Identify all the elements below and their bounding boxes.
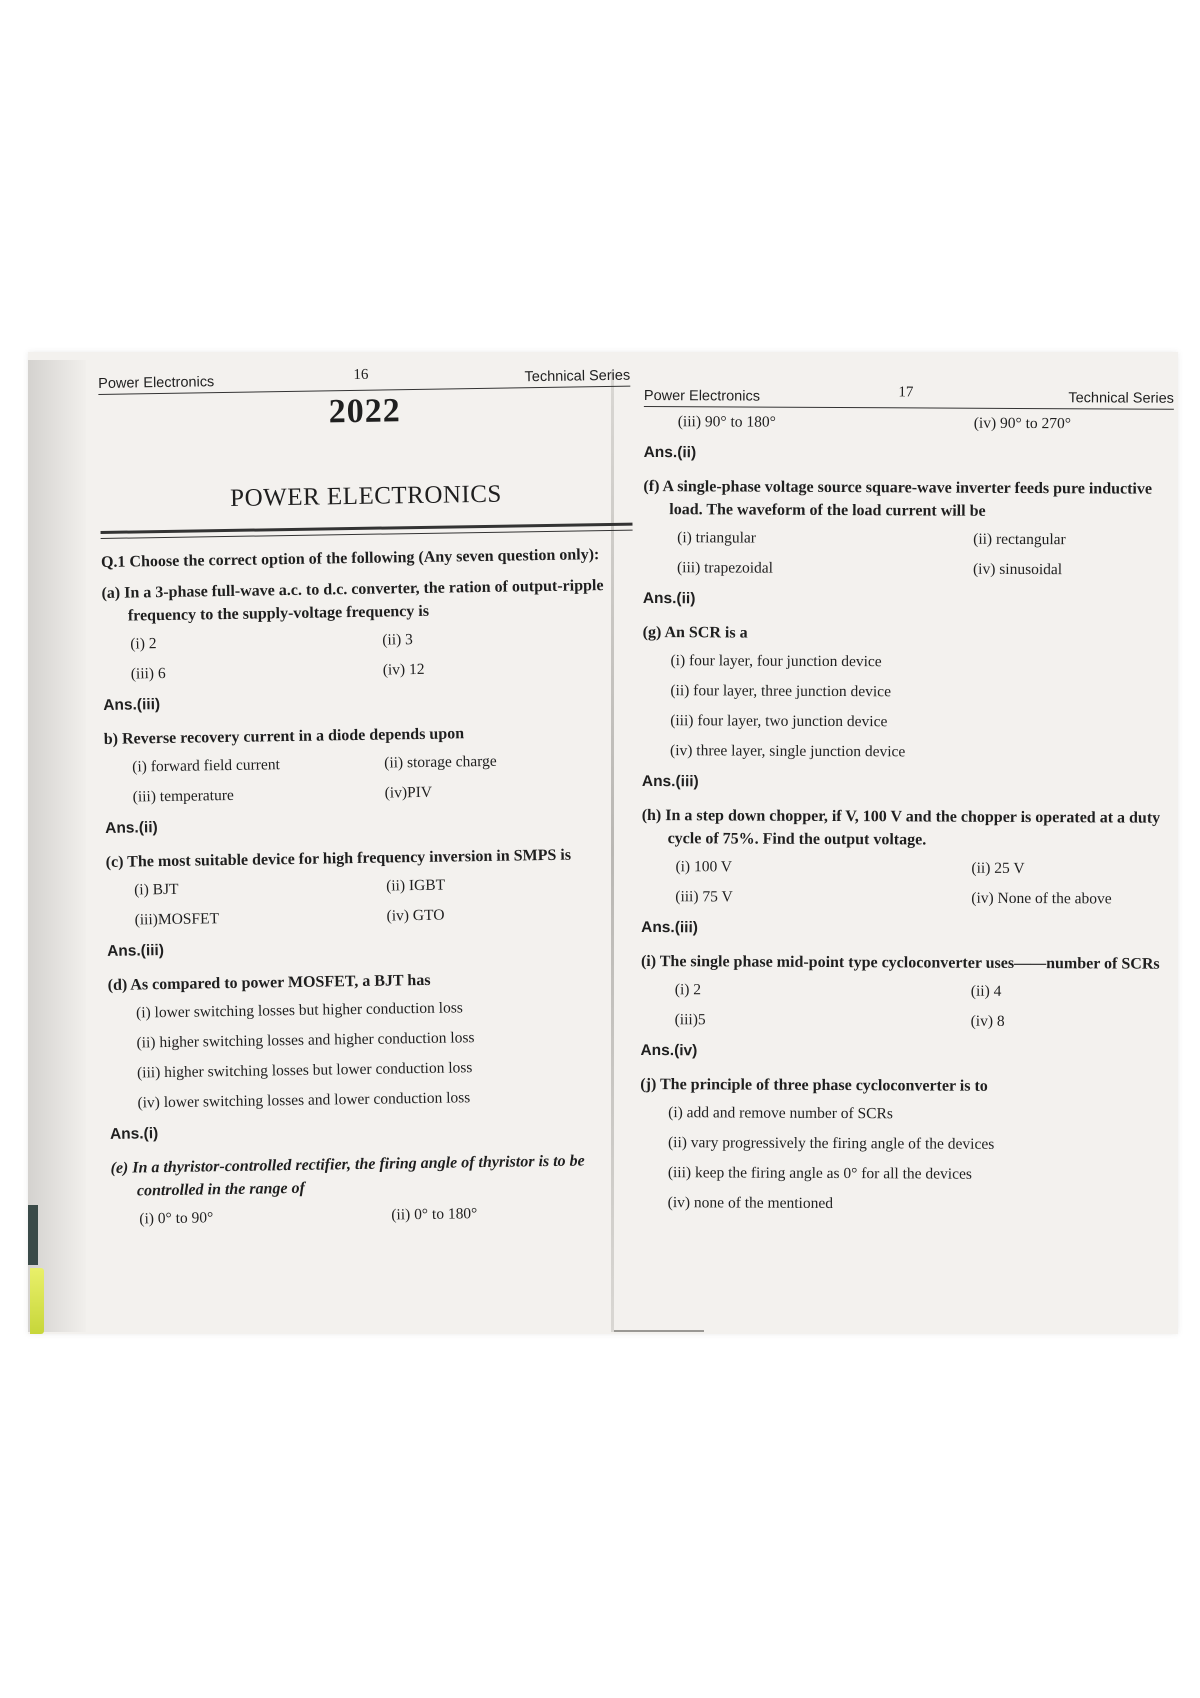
option: (iv) 8 <box>970 1012 1005 1030</box>
option: (iii) keep the firing angle as 0° for all the devices <box>667 1164 972 1183</box>
option: (iv) lower switching losses and lower conduction loss <box>137 1089 471 1112</box>
book-edge-dark <box>28 1205 38 1265</box>
question-f: (f) A single-phase voltage source square-wave inverter feeds pure inductive load. The waveform of the load current will be <box>643 477 1153 520</box>
option: (iii) 75 V <box>675 888 733 906</box>
options-i <box>641 975 1171 1038</box>
question-b: b) Reverse recovery current in a diode depends upon <box>103 725 465 748</box>
option: (iii) 6 <box>130 664 166 683</box>
option: (iv) sinusoidal <box>972 560 1063 579</box>
option: (iv) GTO <box>386 906 445 925</box>
option: (i) forward field current <box>132 756 280 776</box>
question-i: (i) The single phase mid-point type cycloconverter uses——number of SCRs <box>640 952 1160 973</box>
option: (i) BJT <box>134 880 179 899</box>
option: (i) four layer, four junction device <box>670 652 882 671</box>
option: (ii) IGBT <box>386 876 446 895</box>
option: (iii) four layer, two junction device <box>670 712 888 731</box>
right-page <box>640 382 1174 1221</box>
option: (iv) three layer, single junction device <box>670 742 906 761</box>
answer-c: Ans.(iii) <box>107 942 165 960</box>
option: (ii) 0° to 180° <box>391 1205 478 1224</box>
answer-f: Ans.(ii) <box>642 589 696 608</box>
book-edge-tab <box>30 1268 44 1334</box>
question-j: (j) The principle of three phase cycloconverter is to <box>640 1075 988 1095</box>
option: (i) 100 V <box>675 858 733 876</box>
option: (i) add and remove number of SCRs <box>668 1104 893 1123</box>
answer-b: Ans.(ii) <box>105 819 158 837</box>
option: (ii) higher switching losses and higher conduction loss <box>136 1029 475 1052</box>
option: (iii)5 <box>674 1011 706 1029</box>
option: (iii) 90° to 180° <box>677 413 776 431</box>
option: (iii) trapezoidal <box>676 559 774 577</box>
options-g <box>642 646 1173 769</box>
option: (iv) 12 <box>382 660 425 679</box>
running-head-left: Power Electronics <box>98 374 215 392</box>
option: (ii) 25 V <box>971 859 1025 877</box>
page-edge-shadow <box>28 360 86 1332</box>
answer-e: Ans.(ii) <box>643 443 697 462</box>
option: (iv) 90° to 270° <box>973 414 1072 433</box>
gutter-bottom-line <box>614 1330 704 1332</box>
answer-g: Ans.(iii) <box>641 772 699 791</box>
exam-year: 2022 <box>328 392 401 431</box>
option: (iii)MOSFET <box>134 910 220 929</box>
running-head-right: Technical Series <box>1068 390 1174 407</box>
options-c <box>106 868 639 936</box>
option: (iii) temperature <box>132 786 234 806</box>
instruction: Q.1 Choose the correct option of the following (Any seven question only): <box>100 546 600 571</box>
title-rule <box>101 523 633 539</box>
option: (i) 2 <box>674 981 702 999</box>
options-j <box>640 1098 1171 1221</box>
answer-h: Ans.(iii) <box>641 918 699 937</box>
options-a <box>102 622 635 690</box>
options-e-continued <box>644 407 1174 440</box>
question-c: (c) The most suitable device for high frequency inversion in SMPS is <box>105 846 572 871</box>
option: (ii) rectangular <box>973 530 1066 549</box>
option: (ii) 4 <box>970 982 1002 1000</box>
question-h: (h) In a step down chopper, if V, 100 V and the chopper is operated at a duty cycle of 75%. Find the output voltage. <box>641 806 1161 849</box>
question-g: (g) An SCR is a <box>642 623 748 642</box>
running-head-left: Power Electronics <box>643 387 761 405</box>
question-a: (a) In a 3-phase full-wave a.c. to d.c. converter, the ration of output-ripple frequency to the supply-voltage frequency is <box>101 577 604 625</box>
answer-a: Ans.(iii) <box>103 696 161 714</box>
running-head <box>644 382 1174 410</box>
options-h <box>641 852 1171 915</box>
question-e: (e) In a thyristor-controlled rectifier, the firing angle of thyristor is to be controlled in the range of <box>110 1152 585 1200</box>
option: (i) 2 <box>130 635 157 653</box>
option: (i) lower switching losses but higher conduction loss <box>135 999 463 1022</box>
page-number: 16 <box>353 366 369 383</box>
option: (i) triangular <box>677 529 756 547</box>
option: (ii) storage charge <box>384 752 497 772</box>
option: (ii) 3 <box>382 631 413 649</box>
subject-title: POWER ELECTRONICS <box>229 480 503 512</box>
option: (ii) four layer, three junction device <box>670 682 892 701</box>
answer-d: Ans.(i) <box>109 1125 159 1143</box>
option: (i) 0° to 90° <box>139 1209 214 1228</box>
option: (ii) vary progressively the firing angle of the devices <box>667 1134 995 1153</box>
option: (iv)PIV <box>384 783 433 802</box>
question-d: (d) As compared to power MOSFET, a BJT has <box>107 971 431 994</box>
option: (iv) none of the mentioned <box>667 1194 834 1213</box>
running-head-right: Technical Series <box>524 367 631 386</box>
left-page <box>98 362 644 1235</box>
page-number: 17 <box>898 384 914 401</box>
options-f <box>643 523 1173 586</box>
option: (iv) None of the above <box>971 889 1112 908</box>
answer-i: Ans.(iv) <box>640 1041 698 1060</box>
options-b <box>104 745 637 813</box>
option: (iii) higher switching losses but lower conduction loss <box>136 1059 473 1082</box>
options-d <box>108 991 642 1119</box>
